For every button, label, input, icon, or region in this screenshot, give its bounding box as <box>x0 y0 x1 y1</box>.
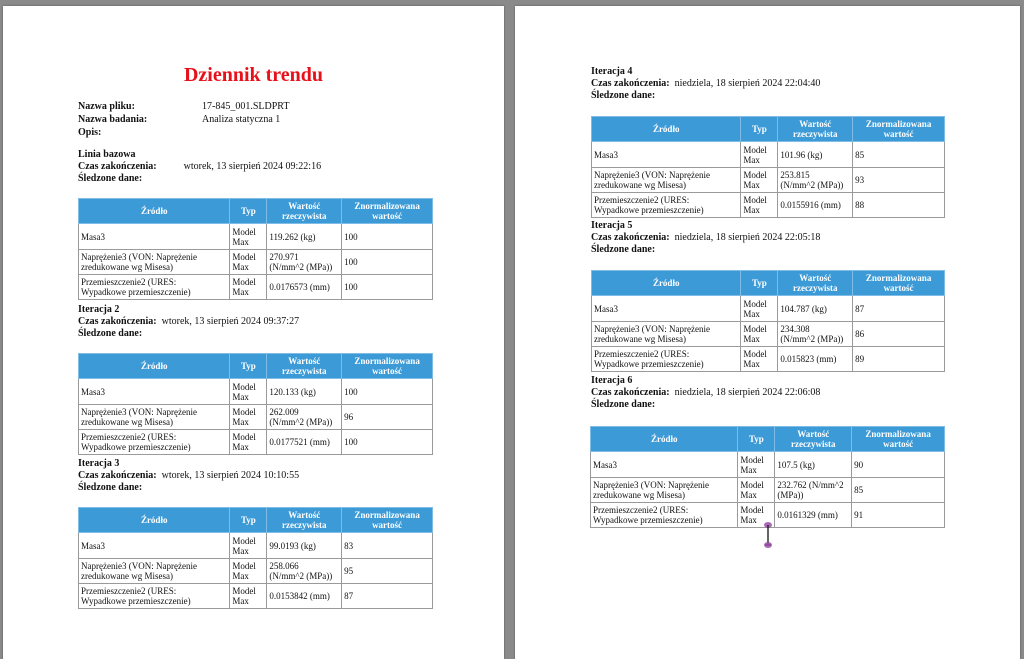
report-meta <box>78 101 289 140</box>
iteration-5-section <box>591 220 820 256</box>
end-time-label: Czas zakończenia: <box>591 387 670 398</box>
report-title: Dziennik trendu <box>183 64 324 86</box>
table-row: Przemieszczenie2 (URES: Wypadkowe przemieszczenie) Model Max 0.0153842 (mm) 87 <box>79 584 433 609</box>
table-row: Naprężenie3 (VON: Naprężenie zredukowane wg Misesa) Model Max 262.009 (N/mm^2 (MPa)) 96 <box>79 405 433 430</box>
col-normalized: Znormalizowana wartość <box>342 199 433 224</box>
end-time-value: niedziela, 18 sierpień 2024 22:06:08 <box>674 387 821 398</box>
iteration-name: Iteracja 6 <box>591 375 633 386</box>
end-time-label: Czas zakończenia: <box>78 470 157 481</box>
text-cursor-icon <box>762 520 774 550</box>
iteration-3-section <box>78 458 299 494</box>
table-row: Masa3 Model Max 101.96 (kg) 85 <box>592 142 945 168</box>
iteration-name: Iteracja 4 <box>591 66 633 77</box>
tracked-data-label: Śledzone dane: <box>78 328 143 339</box>
table-row: Przemieszczenie2 (URES: Wypadkowe przemieszczenie) Model Max 0.0176573 (mm) 100 <box>79 275 433 300</box>
table-row: Naprężenie3 (VON: Naprężenie zredukowane wg Misesa) Model Max 270.971 (N/mm^2 (MPa)) 100 <box>79 250 433 275</box>
iteration-2-section <box>78 304 299 340</box>
iteration-4-section <box>591 66 820 102</box>
trend-table-baseline <box>78 198 433 300</box>
trend-table-iteration-5: Źródło Typ Wartość rzeczywista Znormalizowana wartość Masa3 Model Max 104.787 (kg) 87 Naprężenie3 (VON: Naprężenie zredukowane wg Misesa) Model Max 234.308 (N/mm^2 (MPa)) 86 Przemieszczenie2 (URES: Wypadkowe przemieszczenie) Model Max 0.015823 (mm) 89 <box>591 270 945 372</box>
iteration-name: Iteracja 3 <box>78 458 120 469</box>
trend-table-iteration-4: Źródło Typ Wartość rzeczywista Znormalizowana wartość Masa3 Model Max 101.96 (kg) 85 Naprężenie3 (VON: Naprężenie zredukowane wg Misesa) Model Max 253.815 (N/mm^2 (MPa)) 93 Przemieszczenie2 (URES: Wypadkowe przemieszczenie) Model Max 0.0155916 (mm) 88 <box>591 116 945 218</box>
description-label: Opis: <box>78 127 102 138</box>
table-row: Naprężenie3 (VON: Naprężenie zredukowane wg Misesa) Model Max 234.308 (N/mm^2 (MPa)) 86 <box>592 322 945 347</box>
report-page-2 <box>515 6 1020 659</box>
table-row: Przemieszczenie2 (URES: Wypadkowe przemieszczenie) Model Max 0.0155916 (mm) 88 <box>592 193 945 218</box>
tracked-data-label: Śledzone dane: <box>591 244 656 255</box>
file-label: Nazwa pliku: <box>78 101 135 112</box>
table-row: Przemieszczenie2 (URES: Wypadkowe przemieszczenie) Model Max 0.0177521 (mm) 100 <box>79 430 433 455</box>
table-row: Masa3 Model Max 104.787 (kg) 87 <box>592 296 945 322</box>
table-row: Naprężenie3 (VON: Naprężenie zredukowane wg Misesa) Model Max 258.066 (N/mm^2 (MPa)) 95 <box>79 559 433 584</box>
col-actual: Wartość rzeczywista <box>267 199 342 224</box>
trend-table-iteration-2: Źródło Typ Wartość rzeczywista Znormalizowana wartość Masa3 Model Max 120.133 (kg) 100 Naprężenie3 (VON: Naprężenie zredukowane wg Misesa) Model Max 262.009 (N/mm^2 (MPa)) 96 Przemieszczenie2 (URES: Wypadkowe przemieszczenie) Model Max 0.0177521 (mm) 100 <box>78 353 433 455</box>
end-time-label: Czas zakończenia: <box>591 78 670 89</box>
col-source: Źródło <box>79 199 230 224</box>
end-time-value: wtorek, 13 sierpień 2024 10:10:55 <box>161 470 300 481</box>
end-time-label: Czas zakończenia: <box>591 232 670 243</box>
file-value: 17-845_001.SLDPRT <box>202 101 290 112</box>
table-row: Przemieszczenie2 (URES: Wypadkowe przemieszczenie) Model Max 0.0161329 (mm) 91 <box>591 503 945 528</box>
end-time-label: Czas zakończenia: <box>78 316 157 327</box>
end-time-value: niedziela, 18 sierpień 2024 22:04:40 <box>674 78 821 89</box>
iteration-name: Iteracja 5 <box>591 220 633 231</box>
trend-table-iteration-3: Źródło Typ Wartość rzeczywista Znormalizowana wartość Masa3 Model Max 99.0193 (kg) 83 Naprężenie3 (VON: Naprężenie zredukowane wg Misesa) Model Max 258.066 (N/mm^2 (MPa)) 95 Przemieszczenie2 (URES: Wypadkowe przemieszczenie) Model Max 0.0153842 (mm) 87 <box>78 507 433 609</box>
end-time-value: wtorek, 13 sierpień 2024 09:37:27 <box>161 316 300 327</box>
study-label: Nazwa badania: <box>78 114 148 125</box>
table-row: Masa3 Model Max 119.262 (kg) 100 <box>79 224 433 250</box>
col-type: Typ <box>230 199 267 224</box>
study-value: Analiza statyczna 1 <box>202 114 281 125</box>
trend-table-iteration-6: Źródło Typ Wartość rzeczywista Znormalizowana wartość Masa3 Model Max 107.5 (kg) 90 Naprężenie3 (VON: Naprężenie zredukowane wg Misesa) Model Max 232.762 (N/mm^2 (MPa)) 85 Przemieszczenie2 (URES: Wypadkowe przemieszczenie) Model Max 0.0161329 (mm) 91 <box>590 426 945 528</box>
tracked-data-label: Śledzone dane: <box>78 173 143 184</box>
table-row: Naprężenie3 (VON: Naprężenie zredukowane wg Misesa) Model Max 253.815 (N/mm^2 (MPa)) 93 <box>592 168 945 193</box>
tracked-data-label: Śledzone dane: <box>78 482 143 493</box>
report-page-1 <box>3 6 504 659</box>
table-row: Naprężenie3 (VON: Naprężenie zredukowane wg Misesa) Model Max 232.762 (N/mm^2 (MPa)) 85 <box>591 478 945 503</box>
end-time-label: Czas zakończenia: <box>78 161 157 172</box>
table-row: Przemieszczenie2 (URES: Wypadkowe przemieszczenie) Model Max 0.015823 (mm) 89 <box>592 347 945 372</box>
tracked-data-label: Śledzone dane: <box>591 90 656 101</box>
end-time-value: niedziela, 18 sierpień 2024 22:05:18 <box>674 232 821 243</box>
iteration-name: Iteracja 2 <box>78 304 120 315</box>
tracked-data-label: Śledzone dane: <box>591 399 656 410</box>
iteration-name: Linia bazowa <box>78 149 136 160</box>
table-row: Masa3 Model Max 120.133 (kg) 100 <box>79 379 433 405</box>
baseline-section <box>78 149 321 185</box>
table-row: Masa3 Model Max 99.0193 (kg) 83 <box>79 533 433 559</box>
end-time-value: wtorek, 13 sierpień 2024 09:22:16 <box>183 161 322 172</box>
table-row: Masa3 Model Max 107.5 (kg) 90 <box>591 452 945 478</box>
iteration-6-section <box>591 375 820 411</box>
